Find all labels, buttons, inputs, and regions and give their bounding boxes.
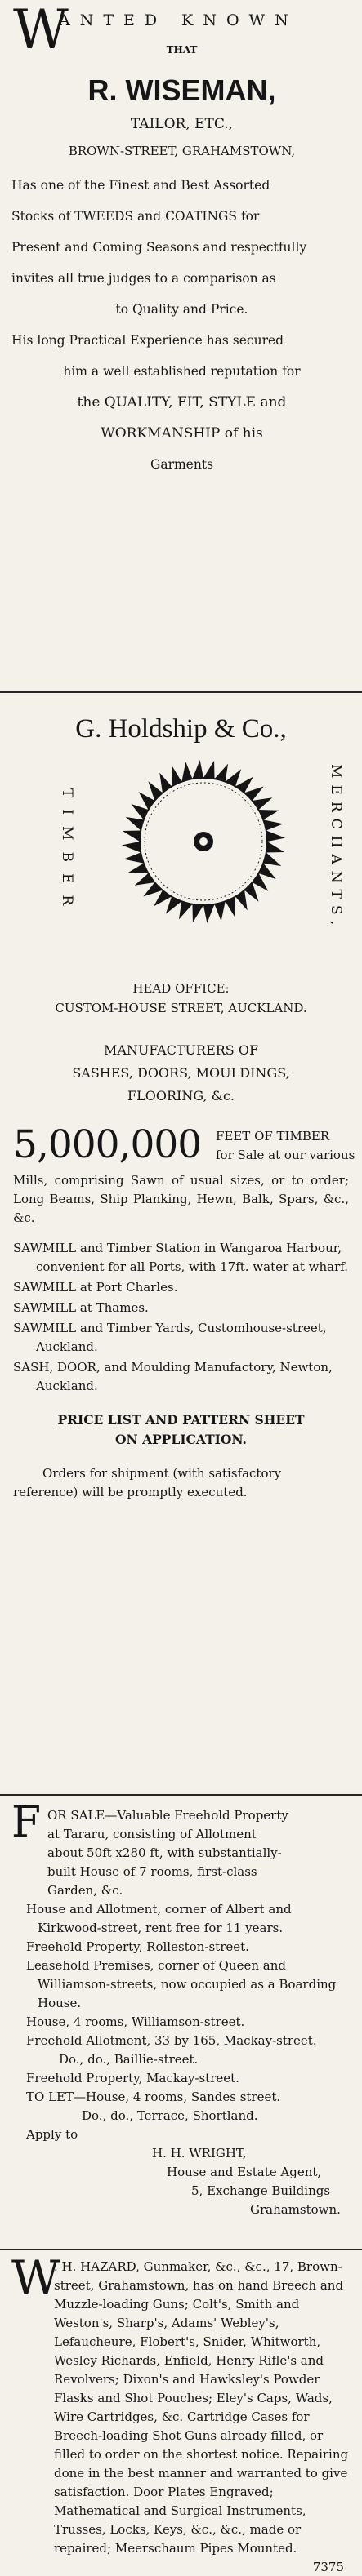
body-line: Stocks of TWEEDS and COATINGS for: [11, 209, 260, 224]
merchants-vertical-label: MERCHANTS,: [328, 764, 344, 932]
sale-line: at Tararu, consisting of Allotment: [47, 1827, 257, 1841]
hazard-body: [11, 2250, 351, 2558]
for-sale-advertisement: [0, 1798, 362, 2244]
big-number-caption: [216, 1127, 355, 1165]
manufacturers-line: SASHES, DOORS, MOULDINGS,: [72, 1065, 290, 1081]
list-item: SAWMILL and Timber Station in Wangaroa Harbour, convenient for all Ports, with 17ft. water at wharf.: [13, 1241, 349, 1274]
wiseman-advertisement: [0, 0, 362, 600]
sale-item: Freehold Property, Mackay-street.: [26, 2071, 239, 2085]
column-rule: [0, 1794, 362, 1796]
sawmill-list: [13, 1239, 349, 1396]
list-item: SASH, DOOR, and Moulding Manufactory, Newton, Auckland.: [13, 1360, 333, 1393]
sale-line: Garden, &c.: [47, 1883, 123, 1898]
caption-line: FEET OF TIMBER: [216, 1129, 330, 1144]
timber-quantity: [13, 1122, 355, 1171]
sale-item: Freehold Property, Rolleston-street.: [26, 1939, 249, 1954]
sale-item: Leasehold Premises, corner of Queen and Williamson-streets, now occupied as a Boarding House.: [26, 1958, 337, 2010]
sale-item: Do., do., Terrace, Shortland.: [82, 2108, 258, 2123]
manufacturers-line: MANUFACTURERS OF: [103, 1042, 259, 1058]
sale-item: House and Allotment, corner of Albert and Kirkwood-street, rent free for 11 years.: [26, 1902, 292, 1935]
ad-number: 7375: [312, 2560, 344, 2574]
sale-item: House, 4 rooms, Williamson-street.: [26, 2014, 245, 2029]
sawblade-illustration: [13, 756, 349, 972]
sale-item: Freehold Allotment, 33 by 165, Mackay-street.: [26, 2033, 317, 2048]
body-line: invites all true judges to a comparison as: [11, 271, 276, 286]
orders-line: reference) will be promptly executed.: [13, 1485, 248, 1499]
body-line: Has one of the Finest and Best Assorted: [11, 178, 270, 193]
wanted-known-text: ANTED KNOWN: [59, 11, 298, 29]
drop-cap-w: W: [11, 2250, 60, 2306]
body-line: His long Practical Experience has secured: [11, 333, 284, 348]
firm-name: G. Holdship & Co.,: [75, 714, 287, 744]
head-office: [13, 979, 349, 1018]
advertisement-body: [11, 170, 352, 480]
body-line: WORKMANSHIP of his: [101, 425, 263, 442]
list-item: SAWMILL at Port Charles.: [13, 1280, 178, 1295]
drop-cap-f: F: [11, 1798, 42, 1847]
hazard-text: . H. HAZARD, Gunmaker, &c., &c., 17, Brown-street, Grahamstown, has on hand Breech and Muzzle-loading Guns; Colt's, Smith and Weston's, Sharp's, Adams' Webley's, Lefaucheure, Flobert's, Snider, Whitworth, Wesley Richards, Enfield, Henry Rifle's and Revolvers; Dixon's and Hawksley's Powder Flasks and Shot Pouches; Eley's Caps, Wads, Wire Cartridges, &c. Cartridge Cases for Breech-loading Shot Guns already filled, or filled to order on the shortest notice. Repairing done in the best manner and warranted to give satisfaction. Door Plates Engraved; Mathematical and Surgical Instruments, Trusses, Locks, Keys, &c., &c., made or repaired; Meerschaum Pipes Mounted.: [54, 2259, 349, 2556]
for-sale-heading: [11, 1798, 351, 1900]
sale-item: TO LET—House, 4 rooms, Sandes street.: [26, 2090, 281, 2104]
column-rule: [0, 691, 362, 693]
body-line: to Quality and Price.: [115, 302, 248, 317]
price-line: ON APPLICATION.: [115, 1432, 247, 1447]
mills-paragraph: Mills, comprising Sawn of usual sizes, or to order; Long Beams, Ship Planking, Hewn, Balk, Spars, &c., &c.: [13, 1173, 349, 1225]
hazard-advertisement: [0, 2250, 362, 2574]
apply-to: Apply to: [26, 2127, 78, 2142]
big-number: 5,000,000: [13, 1122, 202, 1167]
sale-line: OR SALE—Valuable Freehold Property: [47, 1808, 288, 1823]
sale-line: built House of 7 rooms, first-class: [47, 1864, 257, 1879]
advertiser-trade: TAILOR, ETC.,: [130, 116, 234, 132]
advertiser-name: R. WISEMAN,: [87, 73, 276, 107]
manufacturers-block: [13, 1039, 349, 1108]
head-office-label: HEAD OFFICE:: [132, 981, 230, 996]
agent-name: H. H. WRIGHT,: [152, 2146, 247, 2161]
caption-line: for Sale at our various: [216, 1148, 355, 1162]
drop-cap-w: W: [13, 0, 69, 61]
body-line: Garments: [150, 457, 214, 472]
body-line: him a well established reputation for: [63, 364, 301, 379]
wanted-known-heading: [11, 0, 352, 65]
body-line: the QUALITY, FIT, STYLE and: [77, 394, 287, 411]
holdship-advertisement: [0, 696, 362, 1794]
manufacturers-line: FLOORING, &c.: [127, 1088, 235, 1104]
orders-notice: [13, 1464, 349, 1502]
body-line: Present and Coming Seasons and respectfully: [11, 240, 307, 255]
sale-line: about 50ft x280 ft, with substantially-: [47, 1845, 282, 1860]
saw-wheel-icon: [118, 756, 289, 927]
agent-title: House and Estate Agent,: [167, 2165, 322, 2179]
agent-address: 5, Exchange Buildings: [191, 2183, 331, 2198]
timber-vertical-label: TIMBER: [59, 788, 75, 917]
price-list-notice: [13, 1410, 349, 1450]
sale-item: Do., do., Baillie-street.: [59, 2052, 199, 2067]
list-item: SAWMILL at Thames.: [13, 1300, 149, 1315]
advertiser-address: BROWN-STREET, GRAHAMSTOWN,: [68, 144, 296, 158]
head-office-address: CUSTOM-HOUSE STREET, AUCKLAND.: [55, 1001, 307, 1015]
orders-line: Orders for shipment (with satisfactory: [42, 1466, 282, 1481]
price-line: PRICE LIST AND PATTERN SHEET: [57, 1412, 305, 1428]
agent-town: Grahamstown.: [250, 2202, 341, 2217]
list-item: SAWMILL and Timber Yards, Customhouse-street, Auckland.: [13, 1321, 327, 1354]
that-label: THAT: [166, 44, 198, 56]
